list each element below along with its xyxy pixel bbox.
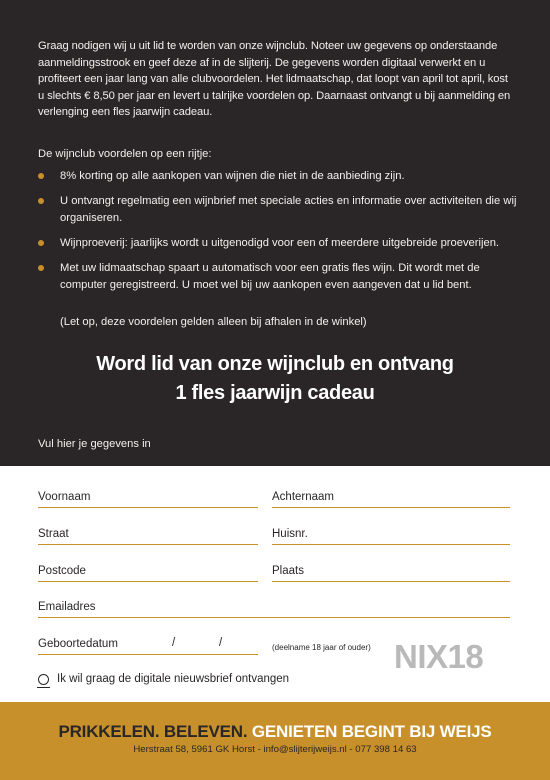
cta-line-1: Word lid van onze wijnclub en ontvang xyxy=(96,353,454,375)
slogan-part-light: GENIETEN BEGINT BIJ WEIJS xyxy=(251,722,492,741)
slogan-part-dark: PRIKKELEN. BELEVEN. xyxy=(58,722,248,741)
pickup-note: (Let op, deze voordelen gelden alleen bij afhalen in de winkel) xyxy=(60,316,367,328)
nix18-logo-text: NIX18 xyxy=(394,638,484,674)
footer-slogan xyxy=(0,722,550,742)
footer-address: Herstraat 58, 5961 GK Horst - info@slijterijweijs.nl - 077 398 14 63 xyxy=(133,744,417,755)
benefits-heading: De wijnclub voordelen op een rijtje: xyxy=(38,148,212,160)
postcode-field[interactable] xyxy=(38,564,258,582)
last-name-label: Achternaam xyxy=(272,491,335,503)
newsletter-checkbox[interactable] xyxy=(38,674,49,685)
date-separator: / xyxy=(219,637,223,649)
footer xyxy=(0,702,550,780)
newsletter-label: Ik wil graag de digitale nieuwsbrief ontvangen xyxy=(57,673,290,685)
benefit-text: U ontvangt regelmatig een wijnbrief met speciale acties en informatie over activiteiten die wij organiseren. xyxy=(60,195,517,224)
list-item xyxy=(38,235,518,252)
postcode-label: Postcode xyxy=(38,565,86,577)
bullet-icon xyxy=(38,198,44,204)
date-separator: / xyxy=(172,637,176,649)
bullet-icon xyxy=(38,173,44,179)
street-field[interactable] xyxy=(38,527,258,545)
last-name-field[interactable] xyxy=(272,490,510,508)
list-item xyxy=(38,193,518,226)
first-name-label: Voornaam xyxy=(38,491,91,503)
street-label: Straat xyxy=(38,528,69,540)
nix18-logo xyxy=(394,638,512,674)
benefit-text: Wijnproeverij: jaarlijks wordt u uitgenodigd voor een of meerdere uitgebreide proeverijen. xyxy=(60,236,500,249)
cta-heading xyxy=(0,350,550,408)
house-number-field[interactable] xyxy=(272,527,510,545)
email-label: Emailadres xyxy=(38,601,96,613)
intro-text: Graag nodigen wij u uit lid te worden van onze wijnclub. Noteer uw gegevens op onderstaande aanmeldingsstrook en geef deze af in de slijterij. De gegevens worden digitaal verwerkt en u profiteert een jaar lang van alle clubvoordelen. Het lidmaatschap, dat loopt van april tot april, kost u slechts € 8,50 per jaar en levert u talrijke voordelen op. Daarnaast ontvangt u bij aanmelding en verlenging een fles jaarwijn cadeau. xyxy=(38,40,511,119)
city-label: Plaats xyxy=(272,565,304,577)
newsletter-option[interactable] xyxy=(38,673,289,685)
benefits-list xyxy=(38,168,518,302)
bullet-icon xyxy=(38,240,44,246)
house-number-label: Huisnr. xyxy=(272,528,308,540)
list-item xyxy=(38,260,518,293)
first-name-field[interactable] xyxy=(38,490,258,508)
benefit-text: Met uw lidmaatschap spaart u automatisch voor een gratis fles wijn. Dit wordt met de computer geregistreerd. U moet wel bij uw aankopen even aangeven dat u lid bent. xyxy=(60,262,480,291)
birthdate-label: Geboortedatum xyxy=(38,638,118,650)
birthdate-field[interactable] xyxy=(38,637,258,655)
fill-label: Vul hier je gegevens in xyxy=(38,438,151,450)
benefit-text: 8% korting op alle aankopen van wijnen die niet in de aanbieding zijn. xyxy=(60,170,405,182)
email-field[interactable] xyxy=(38,600,510,618)
cta-line-2: 1 fles jaarwijn cadeau xyxy=(175,382,375,404)
bullet-icon xyxy=(38,265,44,271)
age-note: (deelname 18 jaar of ouder) xyxy=(272,643,371,652)
list-item xyxy=(38,168,518,185)
city-field[interactable] xyxy=(272,564,510,582)
